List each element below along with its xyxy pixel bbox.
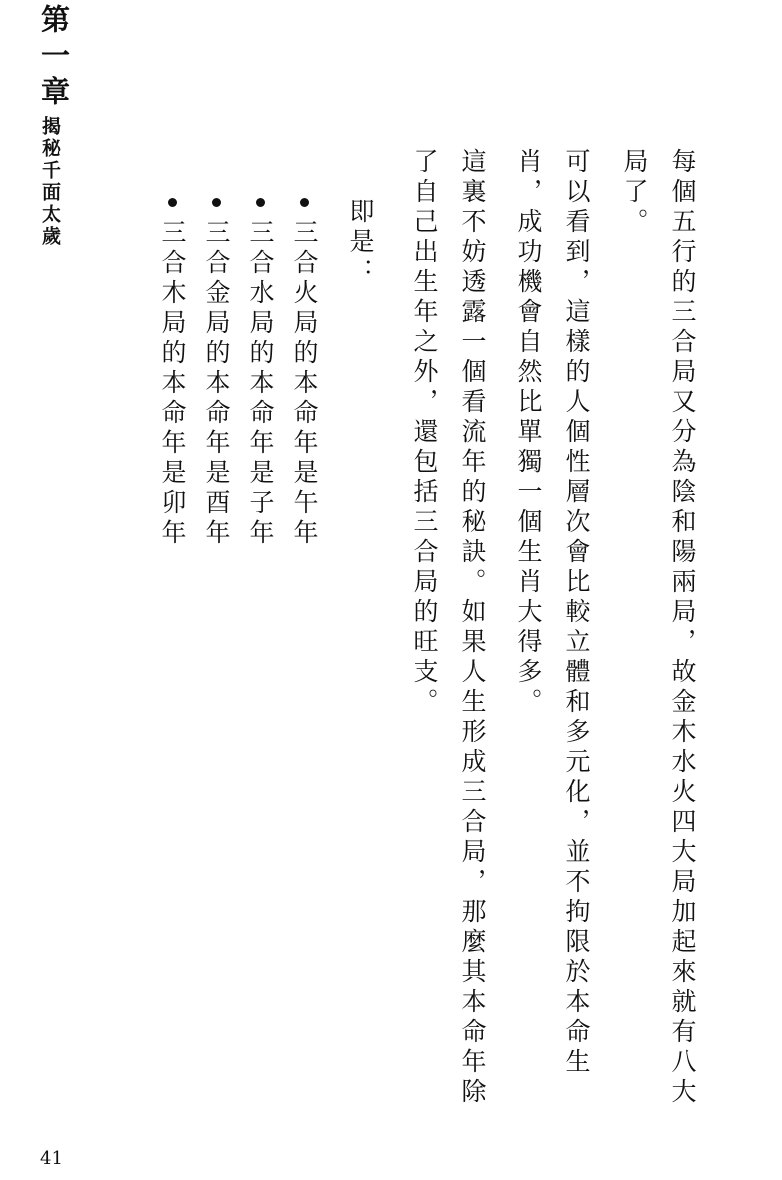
bullet-icon — [256, 198, 265, 207]
list-item — [282, 198, 326, 698]
chapter-title: 揭秘千面太歲 — [39, 116, 61, 248]
paragraph-2: 可以看到，這樣的人個性層次會比較立體和多元化，並不拘限於本命生肖，成功機會自然比單獨一個生肖大得多。 — [514, 148, 591, 1078]
list-item-text: 三合水局的本命年是子年 — [246, 219, 275, 549]
bullet-list — [146, 198, 326, 698]
list-item-text: 三合火局的本命年是午年 — [290, 219, 319, 549]
bullet-icon — [168, 198, 177, 207]
bullet-icon — [300, 198, 309, 207]
chapter-heading: 第一章 — [37, 4, 71, 112]
list-item — [238, 198, 282, 698]
list-intro: 即是： — [346, 198, 375, 288]
list-item — [194, 198, 238, 698]
bullet-icon — [212, 198, 221, 207]
page-number: 41 — [40, 1148, 63, 1169]
paragraph-1: 每個五行的三合局又分為陰和陽兩局，故金木水火四大局加起來就有八大局了。 — [620, 148, 697, 1108]
list-item-text: 三合木局的本命年是卯年 — [158, 219, 187, 549]
list-item-text: 三合金局的本命年是酉年 — [202, 219, 231, 549]
list-item — [150, 198, 194, 698]
paragraph-3: 這裏不妨透露一個看流年的秘訣。如果人生形成三合局，那麼其本命年除了自己出生年之外，還包括三合局的旺支。 — [410, 148, 487, 1108]
